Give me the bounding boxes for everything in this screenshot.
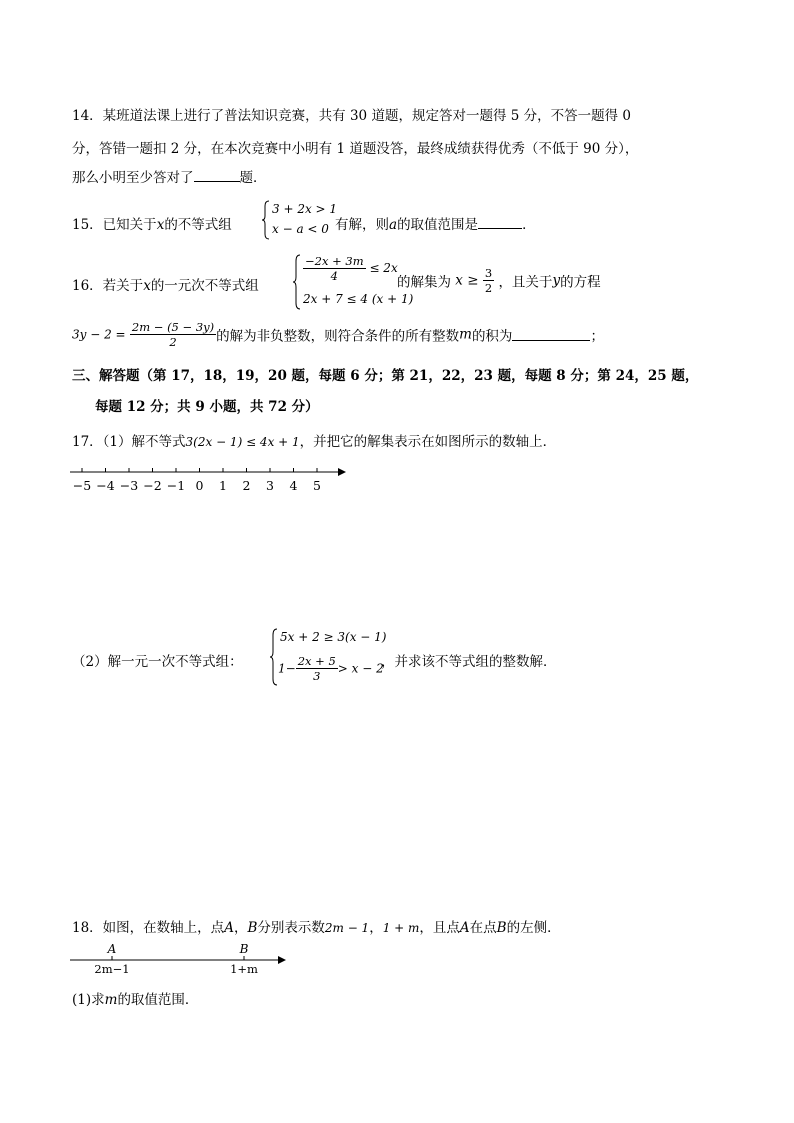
number-line-q17 xyxy=(68,462,358,498)
point-a-label: A xyxy=(107,942,117,956)
q16-var-y: y xyxy=(552,272,561,289)
q18-sub1 xyxy=(72,988,198,1008)
q18-comma: ， xyxy=(233,920,248,936)
q16-line2-post2: 的积为 xyxy=(471,328,513,345)
q16-system xyxy=(293,254,414,310)
q17-part2-post: ，并求该不等式组的整数解． xyxy=(381,654,557,670)
q17-part2-pre: （2）解一元一次不等式组： xyxy=(72,654,243,670)
q18-expr2: 1 + m xyxy=(382,921,420,935)
q16-eq1-rel: ≤ 2x xyxy=(369,261,398,275)
point-b-value: 1+m xyxy=(230,962,258,976)
q16-solution xyxy=(397,266,601,295)
q16-line2-num: 2m − (5 − 3y) xyxy=(131,320,215,334)
q16-var-m: m xyxy=(459,326,472,343)
q18-line1-mid2: ，且点 xyxy=(419,920,460,936)
q16-pre: 16．若关于 xyxy=(72,278,144,294)
q15-tail xyxy=(335,213,536,233)
q16-sol-post2: 的方程 xyxy=(560,274,601,291)
q16-line2-fraction xyxy=(130,320,216,349)
q16-eq2: 2x + 7 ≤ 4 (x + 1) xyxy=(303,292,414,306)
q16-sol-var: x ≥ xyxy=(455,272,479,289)
q16-sol-den: 2 xyxy=(484,281,493,295)
axis-tick-label: 0 xyxy=(195,478,204,493)
axis-tick-label: −5 xyxy=(72,478,92,493)
q14-line1: 14．某班道法课上进行了普法知识竞赛，共有 30 道题，规定答对一题得 5 分，不答一题得 0 xyxy=(72,108,631,124)
q18-comma2: ， xyxy=(369,920,383,936)
brace-icon xyxy=(293,254,301,310)
q18-sub1-pre: (1)求 xyxy=(72,992,105,1008)
arrow-right-icon xyxy=(338,468,346,476)
axis-tick-label: −4 xyxy=(96,478,115,493)
q16-mid: 的一元次不等式组 xyxy=(150,278,259,294)
q15-var-a: a xyxy=(389,217,398,233)
axis-tick-label: −2 xyxy=(143,478,162,493)
q16-line2 xyxy=(72,320,604,349)
q18-line1-pre: 18．如图，在数轴上，点 xyxy=(72,920,225,936)
q16-sol-post: ，且关于 xyxy=(498,274,553,291)
q18-line1 xyxy=(72,916,561,936)
q18-line1-mid: 分别表示数 xyxy=(257,920,325,936)
q15-mid: 的不等式组 xyxy=(164,217,232,233)
q18-expr1: 2m − 1 xyxy=(324,921,370,935)
brace-icon xyxy=(270,628,278,686)
axis-tick-label: 5 xyxy=(313,478,321,493)
answer-blank xyxy=(194,169,240,182)
q16-eq1-num: −2x + 3m xyxy=(305,254,364,268)
axis-tick-label: −3 xyxy=(119,478,139,493)
q17-eq1: 5x + 2 ≥ 3(x − 1) xyxy=(280,630,387,644)
q17-part2 xyxy=(72,650,243,670)
q17-eq2-pre: 1− xyxy=(278,661,296,676)
axis-tick-label: 2 xyxy=(242,478,251,493)
q18-sub1-var: m xyxy=(104,992,118,1008)
q16-line2-lhs: 3y − 2 = xyxy=(72,327,126,342)
brace-icon xyxy=(262,200,270,240)
q17-eq2 xyxy=(278,654,384,683)
q15-eq1: 3 + 2x > 1 xyxy=(272,202,338,216)
point-b-label: B xyxy=(239,942,249,956)
q17-eq2-den: 3 xyxy=(313,669,321,683)
section3-line2: 每题 12 分；共 9 小题，共 72 分） xyxy=(95,399,319,415)
q16-sol-fraction xyxy=(483,266,494,295)
q15-post2: 的取值范围是 xyxy=(397,217,479,233)
arrow-right-icon xyxy=(278,956,286,964)
number-line-q18 xyxy=(68,940,298,976)
q15-var-x: x xyxy=(156,217,165,233)
q18-line1-post: 的左侧． xyxy=(506,920,561,936)
q17-part1-expr: 3(2x − 1) ≤ 4x + 1 xyxy=(185,435,300,449)
q17-part1-pre: 17．（1）解不等式 xyxy=(72,434,186,450)
q17-part1 xyxy=(72,430,556,450)
q17-eq2-fraction xyxy=(296,654,338,683)
q15-post1: 有解，则 xyxy=(335,217,389,233)
q17-eq2-post: > x − 2 xyxy=(337,661,384,676)
q16-text xyxy=(72,274,259,294)
q18-sub1-post: 的取值范围． xyxy=(117,992,199,1008)
answer-blank xyxy=(478,216,522,229)
q16-line2-den: 2 xyxy=(169,335,177,349)
q16-line2-end: ； xyxy=(590,328,604,345)
q14-line3-post: 题． xyxy=(239,170,267,186)
q17-eq2-num: 2x + 5 xyxy=(297,654,336,668)
q17-system xyxy=(270,628,387,686)
q18-B: B xyxy=(247,920,258,936)
q16-sol-pre: 的解集为 xyxy=(397,274,451,291)
q15-eq2: x − a < 0 xyxy=(272,222,329,236)
axis-tick-label: −1 xyxy=(166,478,186,493)
q14-line2: 分，答错一题扣 2 分，在本次竞赛中小明有 1 道题没答，最终成绩获得优秀（不低于 90 分）， xyxy=(72,141,639,157)
q18-line1-mid3: 在点 xyxy=(469,920,497,936)
axis-tick-label: 3 xyxy=(266,478,274,493)
q16-sol-num: 3 xyxy=(484,266,493,280)
q18-B2: B xyxy=(496,920,507,936)
q16-eq1-den: 4 xyxy=(330,269,338,283)
q15-text xyxy=(72,213,232,233)
section3-line1: 三、解答题（第 17，18，19，20 题，每题 6 分；第 21，22，23 题，每题 8 分；第 24，25 题， xyxy=(72,368,699,384)
q15-system xyxy=(262,200,338,240)
q15-post3: ． xyxy=(522,217,536,233)
q14-line3-pre: 那么小明至少答对了 xyxy=(72,170,194,186)
q18-A2: A xyxy=(459,920,470,936)
q18-A: A xyxy=(224,920,234,936)
q16-eq1 xyxy=(303,254,398,283)
q16-eq1-fraction xyxy=(303,254,366,283)
q16-var-x: x xyxy=(143,278,151,294)
q16-line2-post: 的解为非负整数，则符合条件的所有整数 xyxy=(216,328,460,345)
q14-line3 xyxy=(72,166,267,186)
point-a-value: 2m−1 xyxy=(94,962,130,976)
q17-part1-post: ，并把它的解集表示在如图所示的数轴上． xyxy=(299,434,557,450)
axis-tick-label: 4 xyxy=(289,478,298,493)
axis-tick-label: 1 xyxy=(219,478,227,493)
answer-blank xyxy=(512,328,590,341)
q15-pre: 15．已知关于 xyxy=(72,217,157,233)
